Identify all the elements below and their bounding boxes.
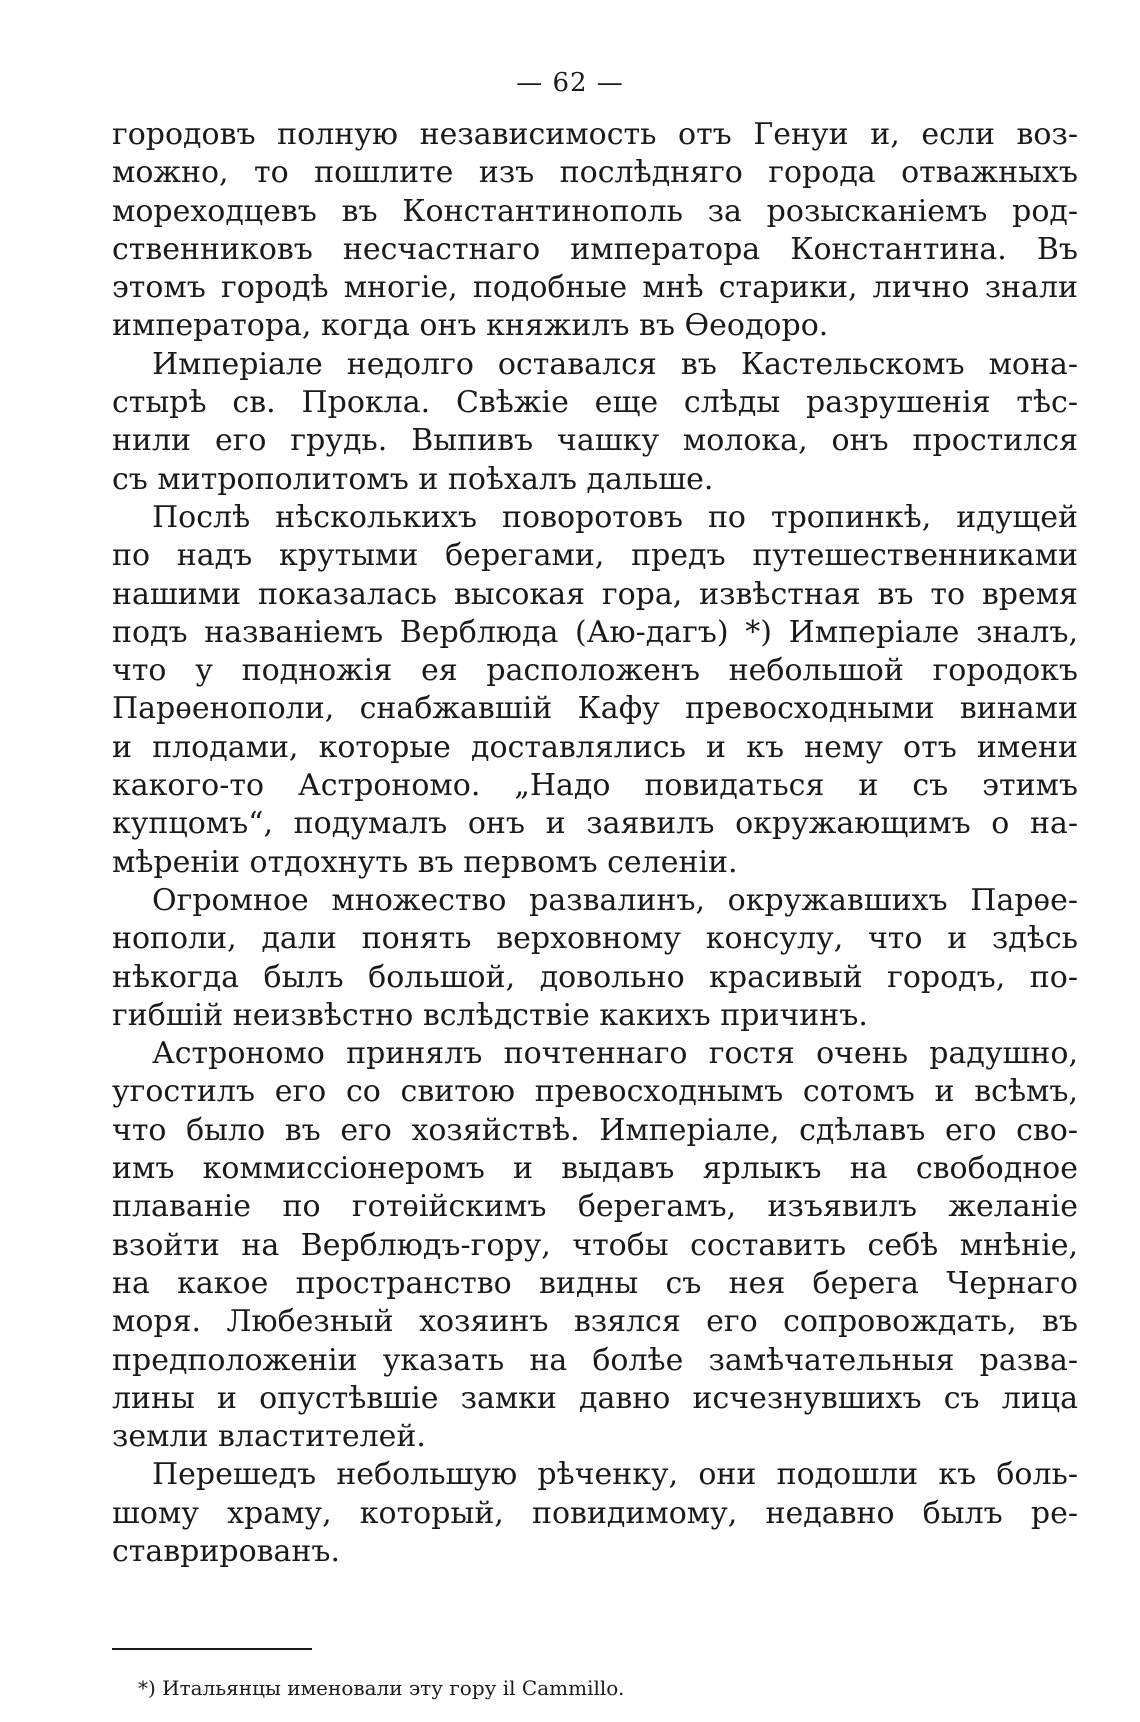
text-line: гибшій неизвѣстно вслѣдствіе какихъ причинъ. [112,997,868,1033]
paragraph [112,1035,1078,1456]
text-line: ственниковъ несчастнаго императора Константина. Въ [112,231,1078,267]
paragraph [112,882,1078,1035]
text-line: мореходцевъ въ Константинополь за розысканіемъ род- [112,193,1078,229]
text-line: съ митрополитомъ и поѣхалъ дальше. [112,461,714,497]
body-text [112,116,1078,1571]
text-line: нашими показалась высокая гора, извѣстная въ то время [112,576,1078,612]
text-line: что у подножія ея расположенъ небольшой городокъ [112,653,1078,689]
paragraph [112,116,1078,346]
text-line: купцомъ“, подумалъ онъ и заявилъ окружающимъ о на- [112,806,1078,842]
footnote: *) Итальянцы именовали эту гору il Cammillo. [138,1676,625,1700]
text-line: нили его грудь. Выпивъ чашку молока, онъ простился [112,423,1078,459]
text-line: шому храму, который, повидимому, недавно былъ ре- [112,1495,1078,1531]
paragraph [112,499,1078,882]
text-line: городовъ полную независимость отъ Генуи и, если воз- [112,117,1078,152]
text-line: нѣкогда былъ большой, довольно красивый городъ, по- [112,959,1078,995]
paragraph [112,1456,1078,1571]
text-line: что было въ его хозяйствѣ. Имперіале, сдѣлавъ его сво- [112,1112,1078,1148]
text-line: по надъ крутыми берегами, предъ путешественниками [112,538,1078,574]
text-line: мѣреніи отдохнуть въ первомъ селеніи. [112,844,738,880]
footnote-divider [112,1648,312,1650]
text-line: угостилъ его со свитою превосходнымъ сотомъ и всѣмъ, [112,1074,1078,1110]
page-number: — 62 — [516,68,624,98]
text-line: имъ коммиссіонеромъ и выдавъ ярлыкъ на свободное [112,1151,1078,1187]
text-line: Астрономо принялъ почтеннаго гостя очень радушно, [152,1036,1078,1072]
text-line: плаваніе по готѳійскимъ берегамъ, изъявилъ желаніе [112,1189,1078,1225]
text-line: этомъ городѣ многіе, подобные мнѣ старики, лично знали [112,270,1078,306]
text-line: предположеніи указать на болѣе замѣчательныя разва- [112,1342,1078,1378]
text-line: лины и опустѣвшіе замки давно исчезнувшихъ съ лица [112,1380,1078,1416]
text-line: Огромное множество развалинъ, окружавшихъ Парѳе- [152,882,1078,918]
text-line: какого-то Астрономо. „Надо повидаться и съ этимъ [112,768,1078,804]
text-line: императора, когда онъ княжилъ въ Өеодоро. [112,308,829,344]
text-line: Послѣ нѣсколькихъ поворотовъ по тропинкѣ, идущей [152,499,1078,535]
text-line: Перешедъ небольшую рѣченку, они подошли къ боль- [152,1457,1078,1493]
text-line: земли властителей. [112,1419,426,1455]
text-line: моря. Любезный хозяинъ взялся его сопровождать, въ [112,1304,1078,1340]
text-line: и плодами, которые доставлялись и къ нему отъ имени [112,729,1078,765]
text-line: Парѳенополи, снабжавшій Кафу превосходными винами [112,691,1078,727]
text-line: ставрированъ. [112,1533,341,1569]
text-line: Имперіале недолго оставался въ Кастельскомъ мона- [152,346,1078,382]
paragraph [112,346,1078,499]
text-line: стырѣ св. Прокла. Свѣжіе еще слѣды разрушенія тѣс- [112,385,1078,421]
text-line: взойти на Верблюдъ-гору, чтобы составить себѣ мнѣніе, [112,1227,1078,1263]
text-line: на какое пространство видны съ нея берега Чернаго [112,1265,1078,1301]
text-line: подъ названіемъ Верблюда (Аю-дагъ) *) Имперіале зналъ, [112,614,1078,650]
text-line: можно, то пошлите изъ послѣдняго города отважныхъ [112,155,1078,191]
text-line: нополи, дали понять верховному консулу, что и здѣсь [112,921,1078,957]
